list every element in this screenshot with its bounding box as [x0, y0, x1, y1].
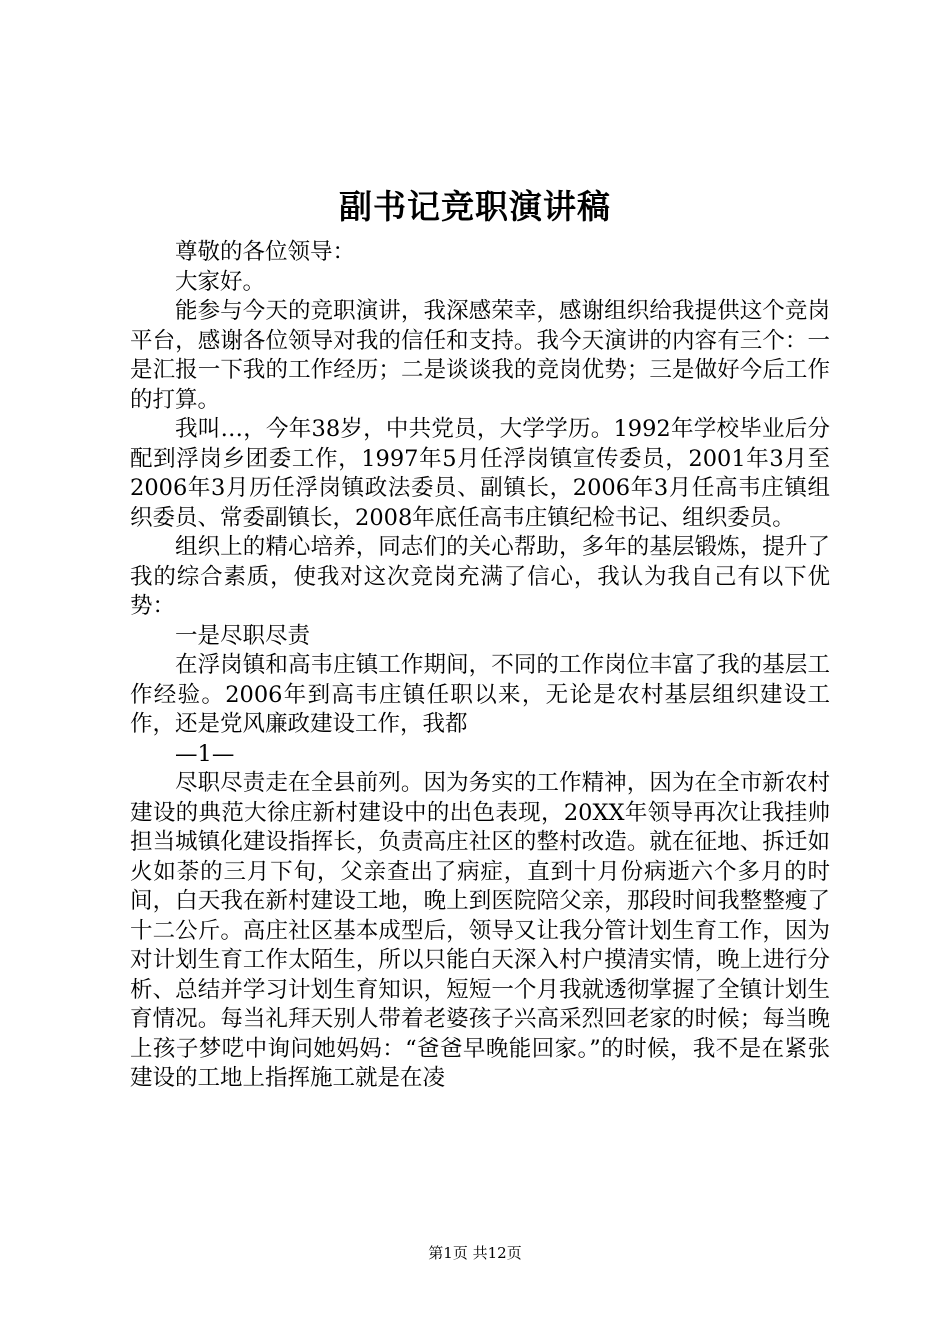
- document-title: 副书记竞职演讲稿: [339, 187, 611, 226]
- inline-page-number: —1—: [175, 740, 235, 767]
- paragraph-intro: 能参与今天的竞职演讲，我深感荣幸，感谢组织给我提供这个竞岗平台，感谢各位领导对我的信任和支持。我今天演讲的内容有三个：一是汇报一下我的工作经历；二是谈谈我的竞岗优势；三是做好今后工作的打算。: [130, 298, 830, 413]
- page-footer: 第1页 共12页: [428, 1244, 522, 1262]
- paragraph-advantages: 组织上的精心培养，同志们的关心帮助，多年的基层锻炼，提升了我的综合素质，使我对这次竞岗充满了信心，我认为我自己有以下优势：: [130, 534, 830, 619]
- paragraph-dedication: 尽职尽责走在全县前列。因为务实的工作精神，因为在全市新农村建设的典范大徐庄新村建设中的出色表现，20XX年领导再次让我挂帅担当城镇化建设指挥长，负责高庄社区的整村改造。就在征地、拆迁如火如荼的三月下旬，父亲查出了病症，直到十月份病逝六个多月的时间，白天我在新村建设工地，晚上到医院陪父亲，那段时间我整整瘦了十二公斤。高庄社区基本成型后，领导又让我分管计划生育工作，因为对计划生育工作太陌生，所以只能白天深入村户摸清实情，晚上进行分析、总结并学习计划生育知识，短短一个月我就透彻掌握了全镇计划生育情况。每当礼拜天别人带着老婆孩子兴高采烈回老家的时候；每当晚上孩子梦呓中询问她妈妈：“爸爸早晚能回家。”的时候，我不是在紧张建设的工地上指挥施工就是在凌: [130, 770, 830, 1091]
- section-heading: 一是尽职尽责: [175, 622, 311, 649]
- greeting: 大家好。: [175, 268, 266, 295]
- paragraph-experience: 在浮岗镇和高韦庄镇工作期间，不同的工作岗位丰富了我的基层工作经验。2006年到高韦庄镇任职以来，无论是农村基层组织建设工作，还是党风廉政建设工作，我都: [130, 652, 830, 737]
- paragraph-resume: 我叫…，今年38岁，中共党员，大学学历。1992年学校毕业后分配到浮岗乡团委工作，1997年5月任浮岗镇宣传委员，2001年3月至2006年3月历任浮岗镇政法委员、副镇长，2006年3月任高韦庄镇组织委员、常委副镇长，2008年底任高韦庄镇纪检书记、组织委员。: [130, 416, 830, 531]
- salutation: 尊敬的各位领导：: [175, 239, 356, 265]
- document-body: [130, 238, 830, 1094]
